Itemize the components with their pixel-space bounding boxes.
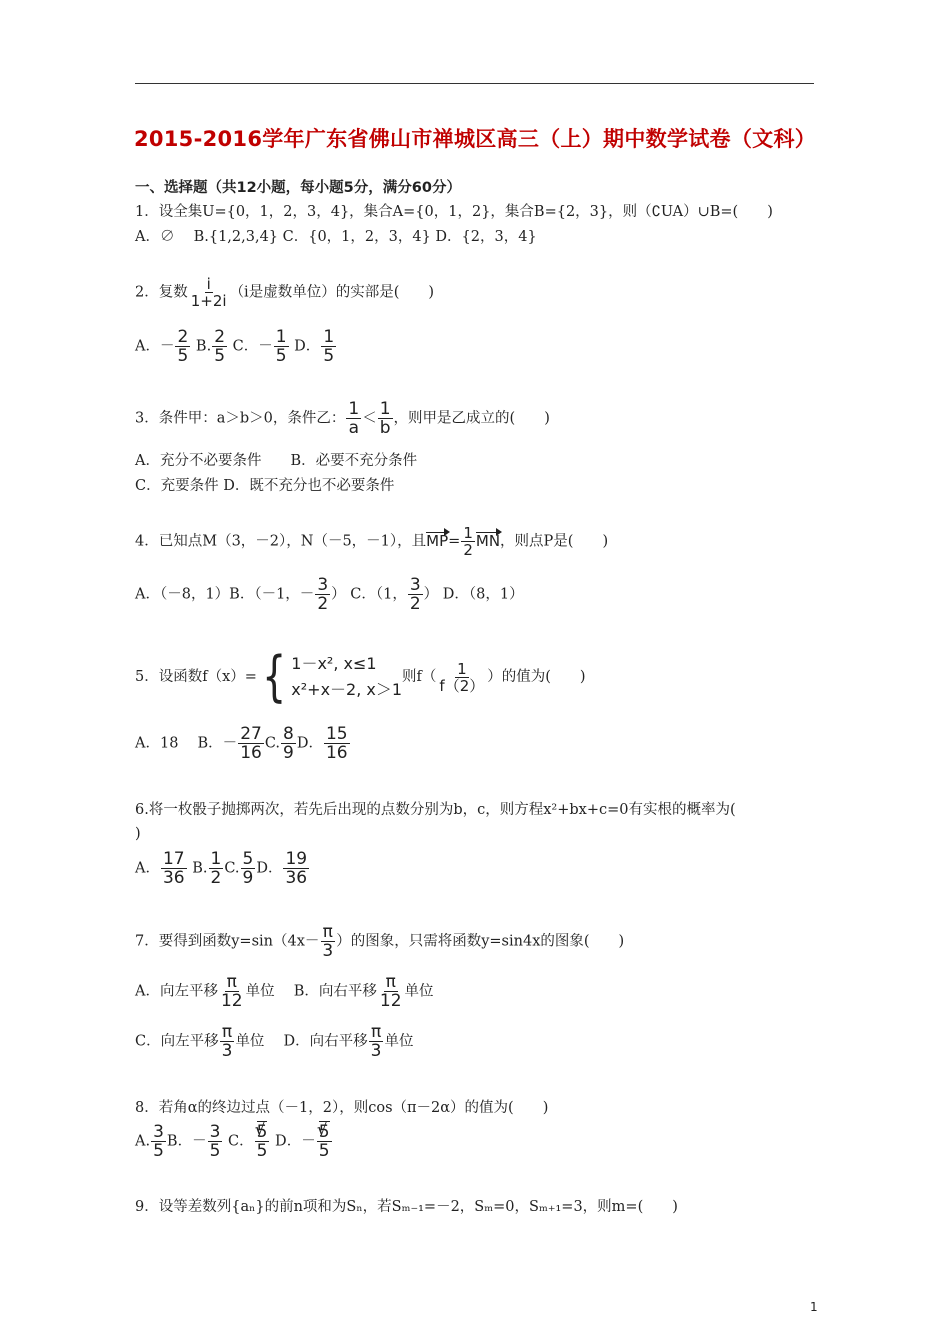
question-1-stem: 1．设全集U={0，1，2，3，4}，集合A={0，1，2}，集合B={2，3}，则（∁UA）∪B=( ) <box>135 204 773 220</box>
fraction: $\frac{\pi}{3}$ <box>221 1022 233 1061</box>
fraction: $\frac{1}{f(2)}$ <box>439 659 485 695</box>
question-4-options: A．（－8，1）B．（－1，－ $\frac{3}{2}$ ） C．（1， $\frac{3}{2}$ ） D．（8，1） <box>135 575 524 614</box>
fraction: $\frac{i}{1+2i}$ <box>190 275 227 310</box>
question-1-options: A．∅ B.{1,2,3,4} C．{0，1，2，3，4} D．{2，3，4} <box>135 229 537 245</box>
question-3-options-cd: C．充要条件 D．既不充分也不必要条件 <box>135 478 395 494</box>
fraction: $\frac{\pi}{3}$ <box>322 922 334 961</box>
fraction: $\frac{2}{5}$ <box>177 327 189 366</box>
fraction: √ $\frac{5}{5}$ <box>317 1123 332 1160</box>
fraction: $\frac{1}{a}$ <box>348 399 360 438</box>
fraction: $\frac{5}{9}$ <box>242 849 254 888</box>
fraction: $\frac{\pi}{12}$ <box>379 972 402 1011</box>
question-7-options-cd: C．向左平移 $\frac{\pi}{3}$ 单位 D．向右平移 $\frac{\pi}{3}$ 单位 <box>135 1022 414 1061</box>
question-5-options: A．18 B．－ $\frac{27}{16}$ C. $\frac{8}{9}$ D． $\frac{15}{16}$ <box>135 724 348 763</box>
sqrt: √ 5 <box>317 1123 332 1142</box>
section-heading: 一、选择题（共12小题，每小题5分，满分60分） <box>135 180 461 196</box>
question-9-stem: 9．设等差数列{aₙ}的前n项和为Sₙ，若Sₘ₋₁=－2，Sₘ=0，Sₘ₊₁=3，则m=( ) <box>135 1199 678 1215</box>
question-7-options-ab: A．向左平移 $\frac{\pi}{12}$ 单位 B．向右平移 $\frac{\pi}{12}$ 单位 <box>135 972 434 1011</box>
fraction: $\frac{1}{5}$ <box>275 327 287 366</box>
fraction: $\frac{1}{2}$ <box>463 524 473 559</box>
fraction: $\frac{3}{5}$ <box>209 1122 221 1161</box>
question-2-options: A．－ $\frac{2}{5}$ B. $\frac{2}{5}$ C．－ $\frac{1}{5}$ D． $\frac{1}{5}$ <box>135 327 335 366</box>
question-4-stem: 4．已知点M（3，－2），N（－5，－1），且MP= $\frac{1}{2}$ MN，则点P是( ) <box>135 524 609 559</box>
question-7-stem: 7．要得到函数y=sin（4x－ $\frac{\pi}{3}$ ）的图象，只需将函数y=sin4x的图象( ) <box>135 922 625 961</box>
fraction: $\frac{1}{b}$ <box>379 399 391 438</box>
fraction: $\frac{8}{9}$ <box>283 724 294 763</box>
fraction: $\frac{2}{5}$ <box>214 327 226 366</box>
fraction: $\frac{15}{16}$ <box>325 724 348 763</box>
fraction: $\frac{27}{16}$ <box>240 724 262 763</box>
vector-mp: MP <box>426 531 449 550</box>
piecewise-function: { 1－x², x≤1 x²+x－2, x＞1 <box>262 645 403 708</box>
page-title: 2015-2016学年广东省佛山市禅城区高三（上）期中数学试卷（文科） <box>133 127 817 151</box>
fraction: $\frac{\pi}{12}$ <box>220 972 243 1011</box>
fraction: $\frac{1}{5}$ <box>323 327 335 366</box>
fraction: $\frac{19}{36}$ <box>285 849 308 888</box>
question-8-stem: 8．若角α的终边过点（－1，2），则cos（π－2α）的值为( ) <box>135 1100 549 1116</box>
fraction: $\frac{3}{5}$ <box>153 1122 164 1161</box>
question-8-options: A. $\frac{3}{5}$ B．－ $\frac{3}{5}$ C． √ $\frac{5}{5}$ D．－ √ $\frac{5}{5}$ <box>135 1123 333 1160</box>
header-rule <box>135 83 814 84</box>
fraction: $\frac{3}{2}$ <box>409 575 421 614</box>
fraction: $\frac{\pi}{3}$ <box>370 1022 382 1061</box>
fraction: $\frac{1}{2}$ <box>210 849 222 888</box>
page-number: 1 <box>810 1300 818 1314</box>
question-3-stem: 3．条件甲：a＞b＞0，条件乙： $\frac{1}{a}$ ＜ $\frac{1}{b}$ ，则甲是乙成立的( ) <box>135 399 550 438</box>
question-2-stem: 2．复数 $\frac{i}{1+2i}$ （i是虚数单位）的实部是( ) <box>135 275 435 310</box>
question-6-stem: 6.将一枚骰子抛掷两次，若先后出现的点数分别为b，c，则方程x²+bx+c=0有实根的概率为( <box>135 802 736 818</box>
question-3-options-ab: A．充分不必要条件 B．必要不充分条件 <box>135 453 418 469</box>
fraction: $\frac{17}{36}$ <box>162 849 185 888</box>
sqrt: √ 5 <box>255 1123 270 1142</box>
question-5-stem: 5．设函数f（x）= { 1－x², x≤1 x²+x－2, x＞1 则f（ $\frac{1}{f(2)}$ ）的值为( ) <box>135 645 586 708</box>
question-6-options: A． $\frac{17}{36}$ B. $\frac{1}{2}$ C. $\frac{5}{9}$ D． $\frac{19}{36}$ <box>135 849 308 888</box>
fraction: $\frac{3}{2}$ <box>317 575 329 614</box>
vector-mn: MN <box>475 531 501 550</box>
fraction: √ $\frac{5}{5}$ <box>255 1123 270 1160</box>
question-6-stem-end: ) <box>135 826 141 842</box>
